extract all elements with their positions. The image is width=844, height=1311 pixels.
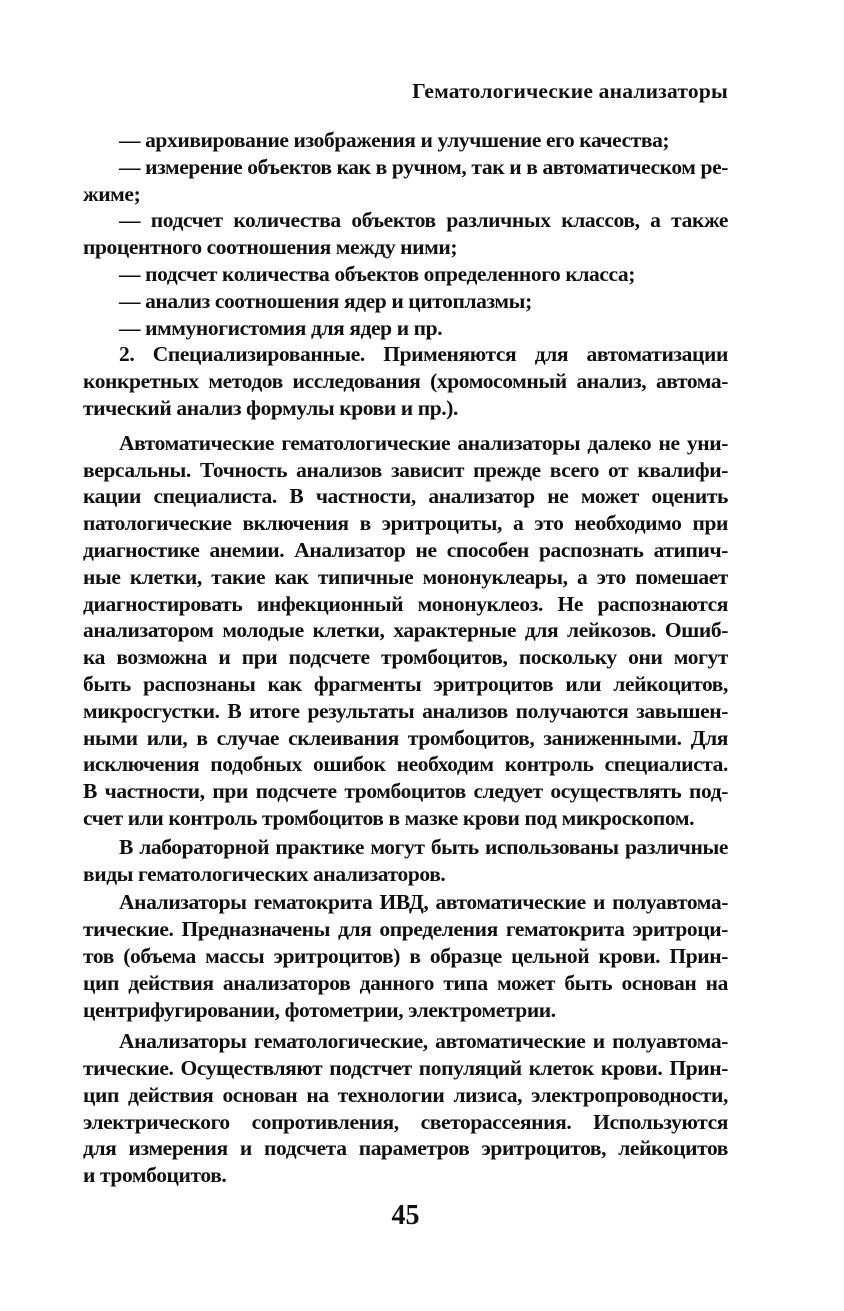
text-line: быть распознаны как фрагменты эритроцитов или лейкоцитов,: [83, 671, 728, 696]
paragraph: [83, 889, 728, 1023]
text-line: тические. Предназначены для определения гематокрита эритроци-: [83, 917, 728, 942]
text-line: центрифугировании, фотометрии, электрометрии.: [83, 997, 556, 1022]
text-line: процентного соотношения между ними;: [83, 235, 458, 260]
paragraph: [83, 207, 728, 261]
text-line: жиме;: [83, 181, 141, 206]
text-line: конкретных методов исследования (хромосомный анализ, автома-: [83, 369, 728, 394]
text-line: — архивирование изображения и улучшение его качества;: [119, 128, 670, 152]
text-line: цип действия анализаторов данного типа может быть основан на: [83, 970, 728, 995]
text-line: ными или, в случае склеивания тромбоцитов, заниженными. Для: [83, 725, 728, 750]
text-line: тический анализ формулы крови и пр.).: [83, 395, 458, 420]
paragraph: [83, 154, 728, 208]
paragraph: [83, 315, 728, 342]
page-number: 45: [391, 1200, 420, 1231]
text-line: патологические включения в эритроциты, а это необходимо при: [83, 511, 728, 536]
paragraph: [83, 127, 728, 154]
text-line: для измерения и подсчета параметров эритроцитов, лейкоцитов: [83, 1136, 728, 1161]
text-line: виды гематологических анализаторов.: [83, 861, 446, 886]
text-line: анализатором молодые клетки, характерные для лейкозов. Ошиб-: [83, 618, 728, 643]
text-line: 2. Специализированные. Применяются для автоматизации: [119, 342, 728, 367]
text-line: кации специалиста. В частности, анализатор не может оценить: [83, 484, 728, 509]
text-line: В частности, при подсчете тромбоцитов следует осуществлять под-: [83, 779, 728, 804]
paragraph: [83, 261, 728, 288]
text-line: электрического сопротивления, светорассеяния. Используются: [83, 1109, 728, 1134]
text-line: тов (объема массы эритроцитов) в образце цельной крови. Прин-: [83, 943, 728, 968]
text-line: версальны. Точность анализов зависит прежде всего от квалифи-: [83, 457, 728, 482]
text-line: тические. Осуществляют подстчет популяций клеток крови. Прин-: [83, 1056, 728, 1081]
text-line: — измерение объектов как в ручном, так и в автоматическом ре-: [119, 154, 728, 179]
text-line: ка возможна и при подсчете тромбоцитов, поскольку они могут: [83, 645, 728, 670]
text-line: — подсчет количества объектов определенного класса;: [119, 261, 635, 286]
text-line: — иммуногистомия для ядер и пр.: [119, 315, 443, 340]
paragraph: [83, 1028, 728, 1189]
paragraph: [83, 288, 728, 315]
text-line: цип действия основан на технологии лизиса, электропроводности,: [83, 1082, 728, 1107]
text-line: исключения подобных ошибок необходим контроль специалиста.: [83, 752, 728, 777]
running-head: Гематологические анализаторы: [412, 79, 728, 103]
text-line: счет или контроль тромбоцитов в мазке крови под микроскопом.: [83, 805, 695, 830]
text-line: диагностике анемии. Анализатор не способен распознать атипич-: [83, 537, 728, 562]
text-block: [83, 127, 728, 1189]
text-line: и тромбоцитов.: [83, 1163, 227, 1188]
text-line: — анализ соотношения ядер и цитоплазмы;: [119, 288, 532, 313]
text-line: — подсчет количества объектов различных классов, а также: [119, 208, 728, 233]
text-line: диагностировать инфекционный мононуклеоз. Не распознаются: [83, 591, 728, 616]
paragraph: [83, 341, 728, 421]
text-line: ные клетки, такие как типичные мононуклеары, а это помешает: [83, 564, 728, 589]
paragraph: [83, 430, 728, 832]
text-line: Анализаторы гематокрита ИВД, автоматические и полуавтома-: [119, 890, 728, 915]
text-line: Анализаторы гематологические, автоматические и полуавтома-: [119, 1029, 728, 1054]
text-line: В лабораторной практике могут быть использованы различные: [119, 834, 728, 859]
paragraph: [83, 834, 728, 888]
text-line: микросгустки. В итоге результаты анализов получаются завышен-: [83, 698, 728, 723]
text-line: Автоматические гематологические анализаторы далеко не уни-: [119, 430, 728, 455]
